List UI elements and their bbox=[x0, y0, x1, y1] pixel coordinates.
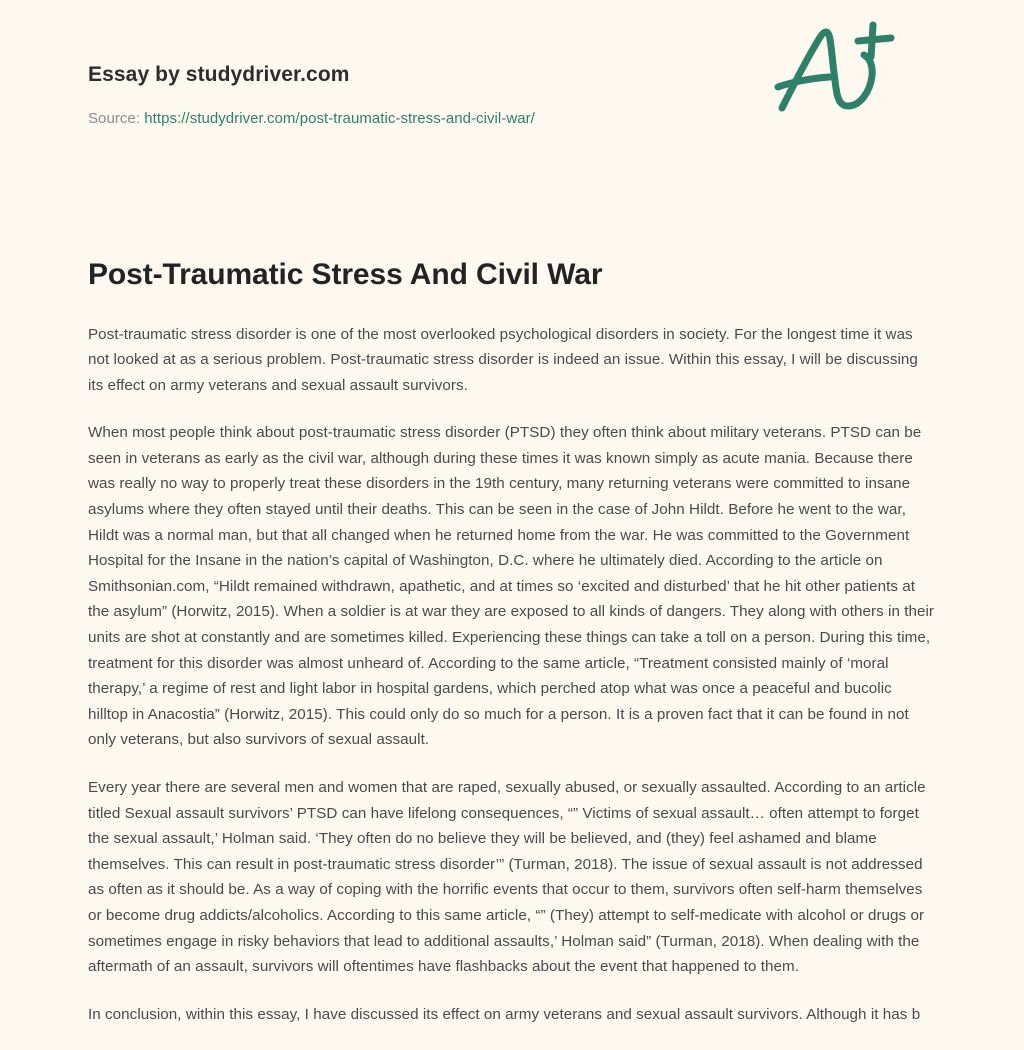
paragraph: Post-traumatic stress disorder is one of the most overlooked psychological disorders in society. For the longest time it was not looked at as a serious problem. Post-traumatic stress disorder is indeed an issue. Within this essay, I will be discussing its effect on army veterans and sexual assault survivors. bbox=[88, 325, 918, 394]
source-url-link[interactable]: https://studydriver.com/post-traumatic-stress-and-civil-war/ bbox=[144, 110, 535, 128]
essay-body bbox=[88, 294, 936, 1028]
paragraph: When most people think about post-traumatic stress disorder (PTSD) they often think about military veterans. PTSD can be seen in veterans as early as the civil war, although during these times it was known simply as acute mania. Because there was really no way to properly treat these disorders in the 19th century, many returning veterans were committed to insane asylums where they often stayed until their deaths. This can be seen in the case of John Hildt. Before he went to the war, Hildt was a normal man, but that all changed when he returned home from the war. He was committed to the Government Hospital for the Insane in the nation’s capital of Washington, D.C. where he ultimately died. According to the article on Smithsonian.com, “Hildt remained withdrawn, apathetic, and at times so ‘excited and disturbed’ that he hit other patients at the asylum” (Horwitz, 2015). When a soldier is at war they are exposed to all kinds of dangers. They along with others in their units are shot at constantly and are sometimes killed. Experiencing these things can take a toll on a person. During this time, treatment for this disorder was almost unheard of. According to the same article, “Treatment consisted mainly of ‘moral therapy,’ a regime of rest and light labor in hospital gardens, which perched atop what was once a peaceful and bucolic hilltop in Anacostia” (Horwitz, 2015). This could only do so much for a person. It is a proven fact that it can be found in not only veterans, but also survivors of sexual assault. bbox=[88, 424, 935, 749]
paragraph: In conclusion, within this essay, I have discussed its effect on army veterans and sexual assault survivors. Although it has b bbox=[88, 1005, 921, 1023]
page-title: Post-Traumatic Stress And Civil War bbox=[88, 258, 603, 291]
page-header bbox=[88, 0, 936, 150]
byline: Essay by studydriver.com bbox=[88, 63, 350, 86]
a-plus-logo bbox=[760, 8, 910, 128]
source-label: Source: bbox=[88, 110, 145, 128]
paragraph: Every year there are several men and women that are raped, sexually abused, or sexually assaulted. According to an article titled Sexual assault survivors’ PTSD can have lifelong consequences, “” Victims of sexual assault… often attempt to forget the sexual assault,’ Holman said. ‘They often do no believe they will be believed, and (they) feel ashamed and blame themselves. This can result in post-traumatic stress disorder’” (Turman, 2018). The issue of sexual assault is not addressed as often as it should be. As a way of coping with the horrific events that occur to them, survivors often self-harm themselves or become drug addicts/alcoholics. According to this same article, “” (They) attempt to self-medicate with alcohol or drugs or sometimes engage in risky behaviors that lead to additional assaults,’ Holman said” (Turman, 2018). When dealing with the aftermath of an assault, survivors will oftentimes have flashbacks about the event that happened to them. bbox=[88, 779, 926, 976]
